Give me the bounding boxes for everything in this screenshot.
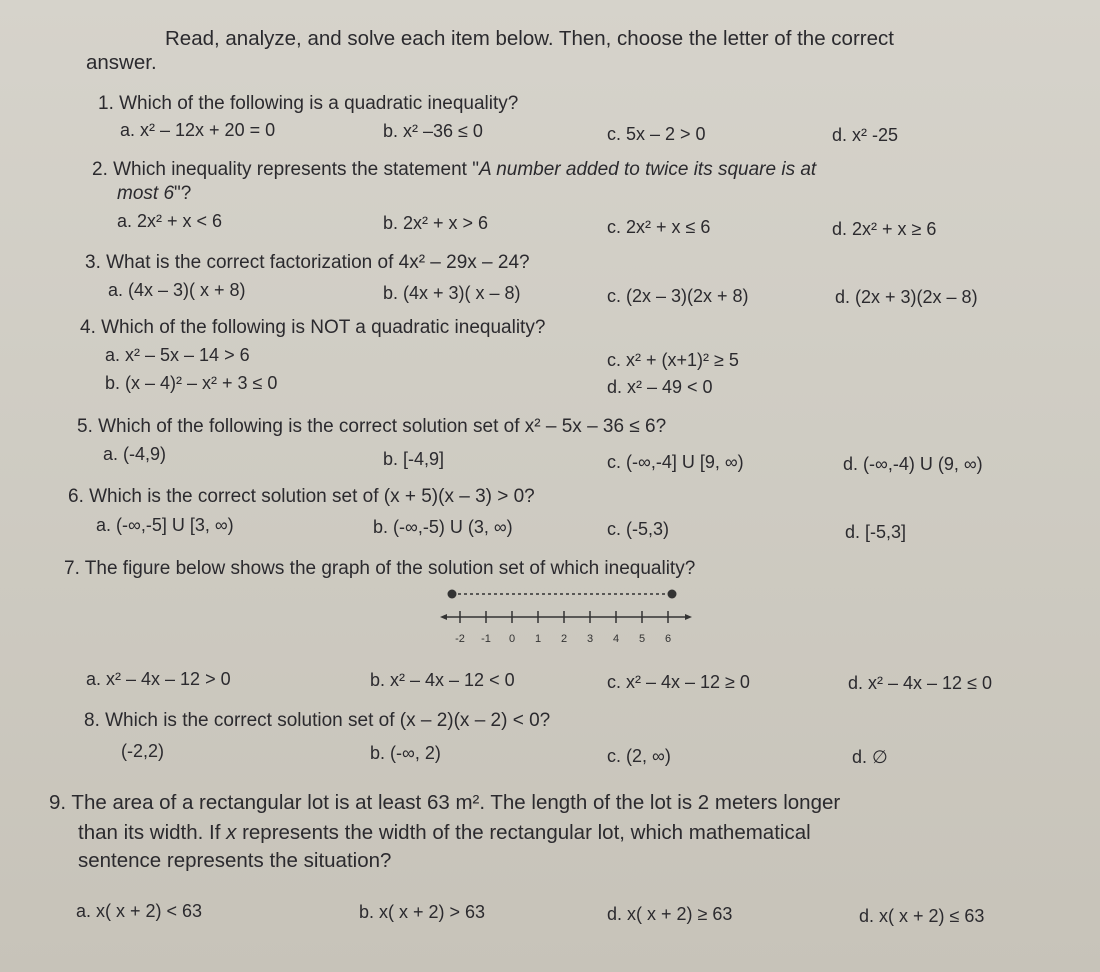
q5-stem: 5. Which of the following is the correct solution set of x² – 5x – 36 ≤ 6? xyxy=(77,416,667,437)
q8-option-d: d. ∅ xyxy=(852,747,888,767)
q9-stem-line-3: sentence represents the situation? xyxy=(78,849,392,872)
q8-option-b: b. (-∞, 2) xyxy=(370,743,441,763)
instructions-line-2: answer. xyxy=(86,51,157,74)
tick-label: 1 xyxy=(534,633,542,645)
q2-stem-quote: A number added to twice its square is at xyxy=(478,159,817,180)
tick-marks xyxy=(455,611,671,645)
q5-option-b: b. [-4,9] xyxy=(383,449,445,469)
q9-option-d: d. x( x + 2) ≤ 63 xyxy=(859,906,985,926)
q1-stem: 1. Which of the following is a quadratic inequality? xyxy=(98,93,519,114)
q9-stem-variable: x xyxy=(226,821,237,844)
q1-option-b: b. x² –36 ≤ 0 xyxy=(383,121,483,141)
q2-stem-prefix: 2. Which inequality represents the statement " xyxy=(92,159,479,180)
q8-option-c: c. (2, ∞) xyxy=(607,746,671,766)
q9-stem-line-2 xyxy=(78,822,811,844)
tick-label: 4 xyxy=(612,633,620,645)
q6-option-d: d. [-5,3] xyxy=(845,522,907,542)
q4-option-a: a. x² – 5x – 14 > 6 xyxy=(105,345,250,365)
tick-label: 5 xyxy=(638,633,646,645)
q3-option-a: a. (4x – 3)( x + 8) xyxy=(108,280,246,300)
q9-stem-l2-pre: than its width. If xyxy=(78,821,227,844)
tick-label: -1 xyxy=(481,633,491,645)
q3-option-b: b. (4x + 3)( x – 8) xyxy=(383,283,521,303)
q6-option-a: a. (-∞,-5] U [3, ∞) xyxy=(96,515,234,535)
q2-option-a: a. 2x² + x < 6 xyxy=(117,211,223,231)
q9-option-a: a. x( x + 2) < 63 xyxy=(76,901,203,921)
q5-option-d: d. (-∞,-4) U (9, ∞) xyxy=(843,454,983,474)
axis-arrow-left-icon xyxy=(440,614,447,620)
tick-label: -2 xyxy=(455,633,465,645)
q6-option-c: c. (-5,3) xyxy=(607,519,670,539)
q4-option-d: d. x² – 49 < 0 xyxy=(607,377,713,397)
q2-stem-line-1 xyxy=(92,159,816,181)
q3-stem: 3. What is the correct factorization of 4x² – 29x – 24? xyxy=(85,252,530,273)
q3-option-d: d. (2x + 3)(2x – 8) xyxy=(835,287,978,307)
q7-stem: 7. The figure below shows the graph of the solution set of which inequality? xyxy=(64,558,696,579)
q4-option-c: c. x² + (x+1)² ≥ 5 xyxy=(607,350,739,370)
q2-stem-most: most 6 xyxy=(117,183,175,204)
q6-stem: 6. Which is the correct solution set of (x + 5)(x – 3) > 0? xyxy=(68,486,535,507)
q7-option-c: c. x² – 4x – 12 ≥ 0 xyxy=(607,672,750,692)
q9-stem-line-1: 9. The area of a rectangular lot is at least 63 m². The length of the lot is 2 meters longer xyxy=(49,791,841,814)
q4-option-b: b. (x – 4)² – x² + 3 ≤ 0 xyxy=(105,373,278,393)
tick-label: 2 xyxy=(560,633,568,645)
q8-option-a: (-2,2) xyxy=(121,741,165,761)
q2-stem-end: "? xyxy=(174,183,192,204)
q2-stem-line-2 xyxy=(117,183,191,205)
q1-option-d: d. x² -25 xyxy=(832,125,899,145)
q7-option-a: a. x² – 4x – 12 > 0 xyxy=(86,669,231,689)
q7-option-d: d. x² – 4x – 12 ≤ 0 xyxy=(848,673,992,693)
tick-label: 0 xyxy=(508,633,516,645)
tick-label: 3 xyxy=(586,633,594,645)
q1-option-a: a. x² – 12x + 20 = 0 xyxy=(120,120,276,140)
q8-stem: 8. Which is the correct solution set of (x – 2)(x – 2) < 0? xyxy=(84,710,551,731)
axis-arrow-right-icon xyxy=(685,614,692,620)
q3-option-c: c. (2x – 3)(2x + 8) xyxy=(607,286,749,306)
tick-label: 6 xyxy=(664,633,672,645)
q2-option-b: b. 2x² + x > 6 xyxy=(383,213,489,233)
q5-option-c: c. (-∞,-4] U [9, ∞) xyxy=(607,452,744,472)
q4-stem: 4. Which of the following is NOT a quadratic inequality? xyxy=(80,317,546,338)
q7-option-b: b. x² – 4x – 12 < 0 xyxy=(370,670,515,690)
q9-stem-l2-post: represents the width of the rectangular lot, which mathematical xyxy=(236,821,811,844)
q9-option-c: d. x( x + 2) ≥ 63 xyxy=(607,904,733,924)
q9-option-b: b. x( x + 2) > 63 xyxy=(359,902,486,922)
q2-option-c: c. 2x² + x ≤ 6 xyxy=(607,217,711,237)
q6-option-b: b. (-∞,-5) U (3, ∞) xyxy=(373,517,513,537)
q7-number-line-figure xyxy=(440,584,700,650)
q2-option-d: d. 2x² + x ≥ 6 xyxy=(832,219,937,239)
instructions-line-1: Read, analyze, and solve each item below. Then, choose the letter of the correct xyxy=(165,27,894,50)
closed-endpoint-right-icon xyxy=(668,590,677,599)
q1-option-c: c. 5x – 2 > 0 xyxy=(607,124,706,144)
q5-option-a: a. (-4,9) xyxy=(103,444,167,464)
closed-endpoint-left-icon xyxy=(448,590,457,599)
